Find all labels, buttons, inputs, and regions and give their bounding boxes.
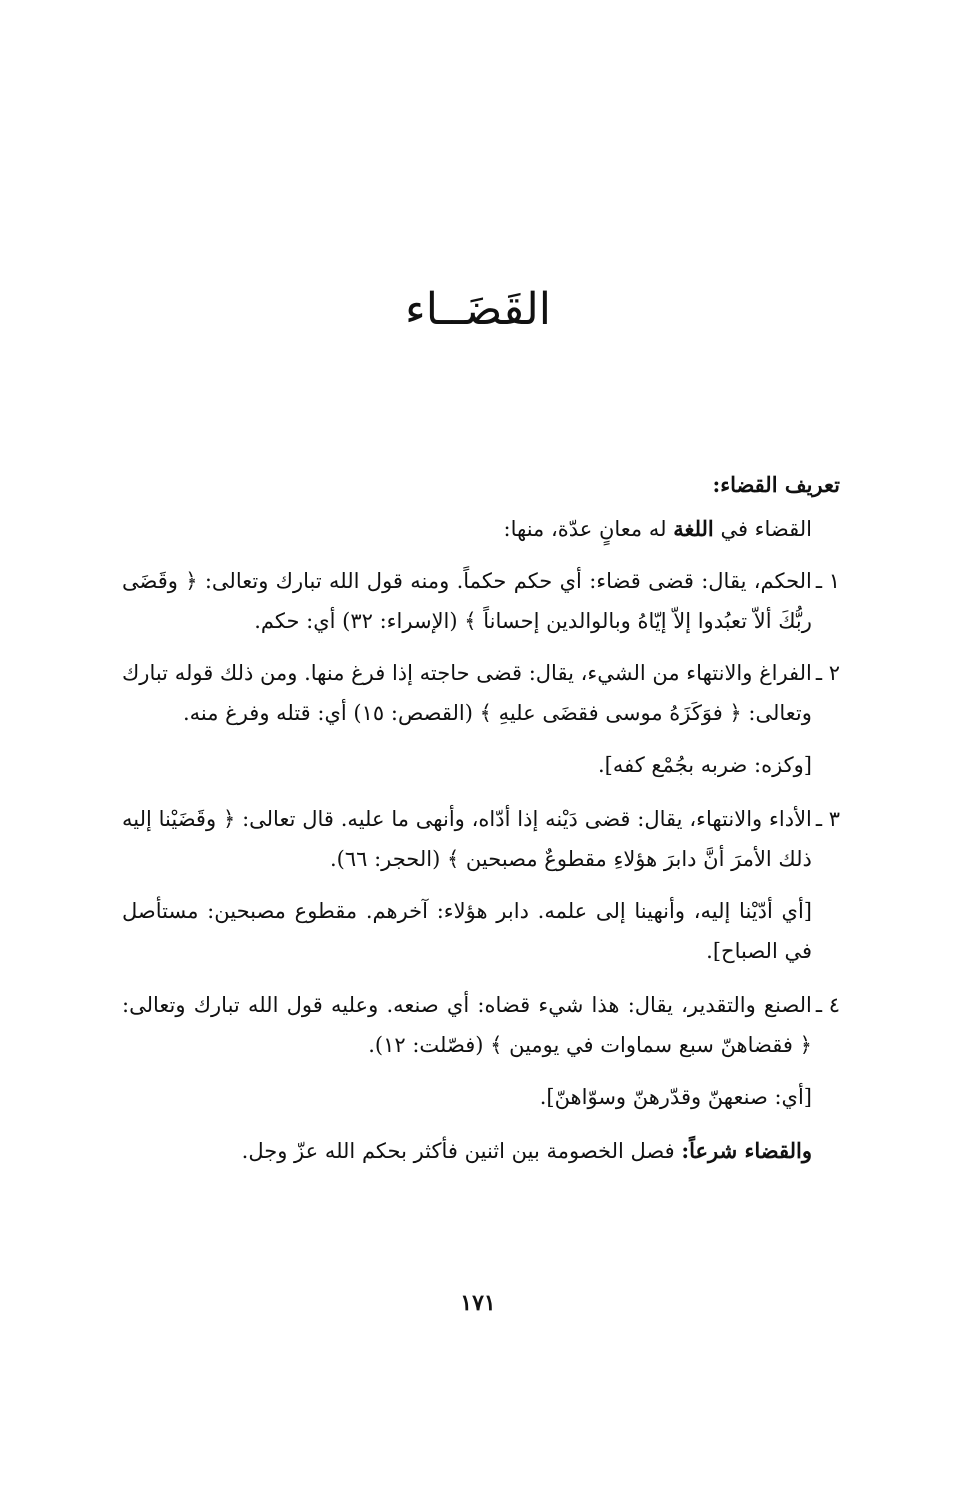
chapter-title: القَضَــاء <box>405 284 551 335</box>
list-item <box>122 561 840 641</box>
list-item-text: الحكم، يقال: قضى قضاء: أي حكم حكماً. ومنه قول الله تبارك وتعالى: ﴿ وقَضَى ربُّكَ ألاّ تعبُدوا إلاّ إيّاهُ وبالوالدين إحساناً ﴾ (الإسراء: ٣٢) أي: حكم. <box>122 569 812 633</box>
explanatory-note: [وكزه: ضربه بجُمْع كفه]. <box>597 753 812 777</box>
page-number: ١٧١ <box>460 1290 496 1316</box>
list-item-number: ٢ ـ <box>815 661 840 685</box>
list-item-text: الأداء والانتهاء، يقال: قضى دَيْنه إذا أدّاه، وأنهى ما عليه. قال تعالى: ﴿ وقَضَيْنا إليه ذلك الأمرَ أنَّ دابرَ هؤلاءِ مقطوعٌ مصبحين ﴾ (الحجر: ٦٦). <box>122 807 812 871</box>
list-item <box>122 985 840 1065</box>
intro-paragraph <box>122 509 812 549</box>
closing-bold-term: والقضاء شرعاً: <box>681 1138 812 1163</box>
list-item-number: ١ ـ <box>815 569 840 593</box>
intro-text-after: له معانٍ عدّة، منها: <box>503 517 674 541</box>
closing-paragraph <box>122 1131 812 1171</box>
page-body <box>122 465 840 1171</box>
list-item-text: الفراغ والانتهاء من الشيء، يقال: قضى حاجته إذا فرغ منها. ومن ذلك قوله تبارك وتعالى: ﴿ فوَكَزَهُ موسى فقضَى عليهِ ﴾ (القصص: ١٥) أي: قتله وفرغ منه. <box>122 661 812 725</box>
explanatory-note: [أي: صنعهنّ وقدّرهنّ وسوّاهنّ]. <box>539 1085 812 1109</box>
list-item <box>122 799 840 879</box>
list-item <box>122 653 840 733</box>
section-heading: تعريف القضاء: <box>712 472 840 497</box>
list-item-number: ٣ ـ <box>815 807 840 831</box>
intro-text-before: القضاء في <box>713 517 812 541</box>
explanatory-note: [أي أدّيْنا إليه، وأنهينا إلى علمه. دابر هؤلاء: آخرهم. مقطوع مصبحين: مستأصل في الصباح]. <box>122 899 812 963</box>
closing-text: فصل الخصومة بين اثنين فأكثر بحكم الله عزّ وجل. <box>241 1139 682 1163</box>
intro-bold-term: اللغة <box>673 516 714 541</box>
list-item-text: الصنع والتقدير، يقال: هذا شيء قضاه: أي صنعه. وعليه قول الله تبارك وتعالى: ﴿ فقضاهنّ سبع سماوات في يومين ﴾ (فصّلت: ١٢). <box>122 993 812 1057</box>
list-item-number: ٤ ـ <box>815 993 840 1017</box>
